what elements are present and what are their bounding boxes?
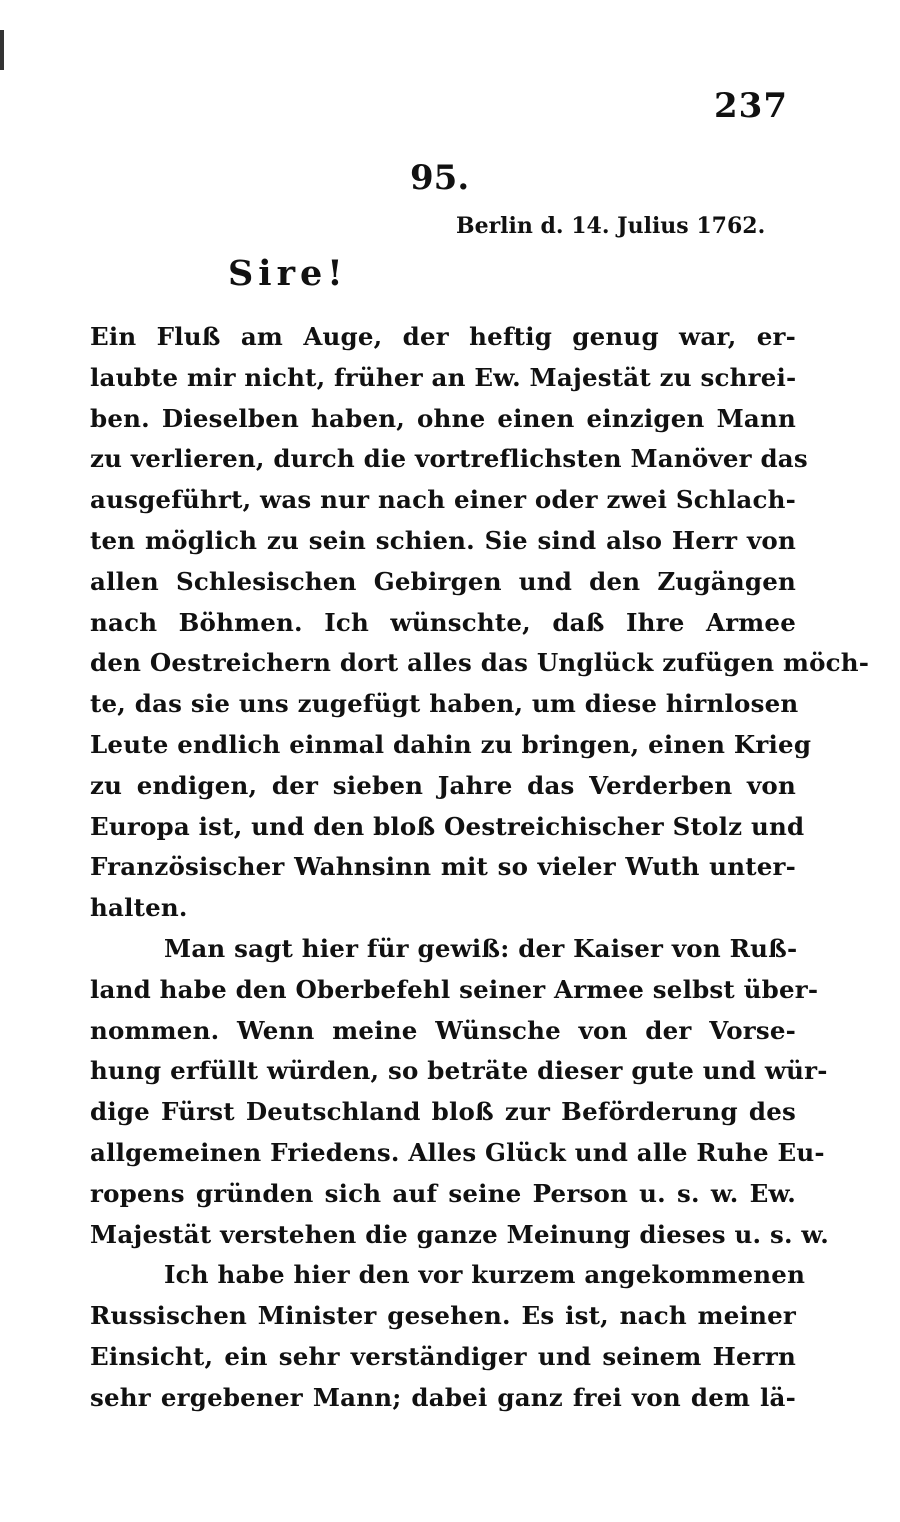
text-line: Französischer Wahnsinn mit so vieler Wuth unter- (90, 852, 796, 882)
text-line: ropens gründen sich auf seine Person u. s. w. Ew. (90, 1178, 796, 1208)
page-edge-mark (0, 30, 4, 70)
text-line: den Oestreichern dort alles das Unglück zufügen möch- (90, 648, 870, 678)
text-line: sehr ergebener Mann; dabei ganz frei von dem lä- (90, 1382, 796, 1412)
text-line: land habe den Oberbefehl seiner Armee selbst über- (90, 974, 819, 1004)
text-line: Ich habe hier den vor kurzem angekommenen (164, 1260, 806, 1290)
text-line: dige Fürst Deutschland bloß zur Beförderung des (90, 1097, 796, 1127)
text-line: te, das sie uns zugefügt haben, um diese hirnlosen (90, 689, 799, 719)
text-line: ten möglich zu sein schien. Sie sind also Herr von (90, 525, 796, 555)
text-line: allen Schlesischen Gebirgen und den Zugängen (90, 566, 796, 596)
text-line: nach Böhmen. Ich wünschte, daß Ihre Armee (90, 607, 796, 637)
text-line: zu verlieren, durch die vortreflichsten Manöver das (90, 444, 808, 474)
letter-body (90, 317, 870, 1419)
letter-number: 95. (410, 158, 470, 198)
text-line: halten. (90, 893, 188, 923)
text-line: hung erfüllt würden, so beträte dieser gute und wür- (90, 1056, 828, 1086)
text-line: laubte mir nicht, früher an Ew. Majestät zu schrei- (90, 362, 797, 392)
text-line: nommen. Wenn meine Wünsche von der Vorse- (90, 1015, 796, 1045)
salutation: Sire! (228, 253, 348, 294)
text-line: ben. Dieselben haben, ohne einen einzigen Mann (90, 403, 796, 433)
text-line: Einsicht, ein sehr verständiger und seinem Herrn (90, 1341, 796, 1371)
text-line: Europa ist, und den bloß Oestreichischer Stolz und (90, 811, 805, 841)
text-line: zu endigen, der sieben Jahre das Verderben von (90, 770, 796, 800)
text-line: allgemeinen Friedens. Alles Glück und alle Ruhe Eu- (90, 1137, 825, 1167)
text-line: Leute endlich einmal dahin zu bringen, einen Krieg (90, 729, 812, 759)
text-line: Ein Fluß am Auge, der heftig genug war, er- (90, 322, 796, 351)
page-number: 237 (714, 86, 788, 126)
text-line: Russischen Minister gesehen. Es ist, nach meiner (90, 1301, 796, 1331)
text-line: Majestät verstehen die ganze Meinung dieses u. s. w. (90, 1219, 829, 1249)
dateline: Berlin d. 14. Julius 1762. (456, 213, 766, 239)
text-line: Man sagt hier für gewiß: der Kaiser von Ruß- (164, 933, 798, 963)
text-line: ausgeführt, was nur nach einer oder zwei Schlach- (90, 485, 796, 515)
